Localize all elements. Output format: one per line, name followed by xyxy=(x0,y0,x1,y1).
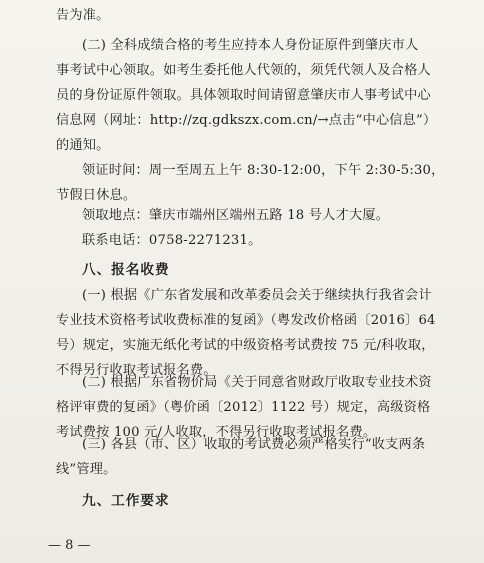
paragraph-line: (二) 根据广东省物价局《关于同意省财政厅收取专业技术资 xyxy=(82,375,432,390)
paragraph-line: 专业技术资格考试收费标准的复函》（粤发改价格函〔2016〕64 xyxy=(56,313,436,328)
paragraph-line: 联系电话：0758-2271231。 xyxy=(82,233,262,248)
paragraph-line: 节假日休息。 xyxy=(56,188,137,203)
page-number: — 8 — xyxy=(48,538,91,553)
paragraph-line: 不得另行收取考试报名费。 xyxy=(56,363,217,378)
paragraph-line: 事考试中心领取。如考生委托他人代领的，须凭代领人及合格人 xyxy=(56,63,431,78)
paragraph-line: 信息网（网址：http://zq.gdkszx.com.cn/→点击“中心信息”） xyxy=(56,113,437,128)
paragraph-line: 考试费按 100 元/人收取，不得另行收取考试报名费。 xyxy=(56,425,377,440)
paragraph-line: 线”管理。 xyxy=(56,462,117,477)
paragraph-line: (二) 全科成绩合格的考生应持本人身份证原件到肇庆市人 xyxy=(82,38,419,53)
paragraph-line: (一) 根据《广东省发展和改革委员会关于继续执行我省会计 xyxy=(82,288,432,303)
paragraph-line: 领证时间：周一至周五上午 8:30-12:00，下午 2:30-5:30， xyxy=(82,163,445,178)
paragraph-line: 员的身份证原件领取。具体领取时间请留意肇庆市人事考试中心 xyxy=(56,88,431,103)
paragraph-line: 告为准。 xyxy=(56,8,110,23)
section-heading: 九、工作要求 xyxy=(82,493,170,509)
paragraph-line: 号）规定，实施无纸化考试的中级资格考试费按 75 元/科收取， xyxy=(56,338,435,353)
paragraph-line: 领取地点：肇庆市端州区端州五路 18 号人才大厦。 xyxy=(82,208,390,223)
section-heading: 八、报名收费 xyxy=(82,262,170,278)
paragraph-line: 格评审费的复函》（粤价函〔2012〕1122 号）规定，高级资格 xyxy=(56,400,431,415)
paragraph-line: (三) 各县（市、区）收取的考试费必须严格实行“收支两条 xyxy=(82,437,426,452)
paragraph-line: 的通知。 xyxy=(56,138,110,153)
